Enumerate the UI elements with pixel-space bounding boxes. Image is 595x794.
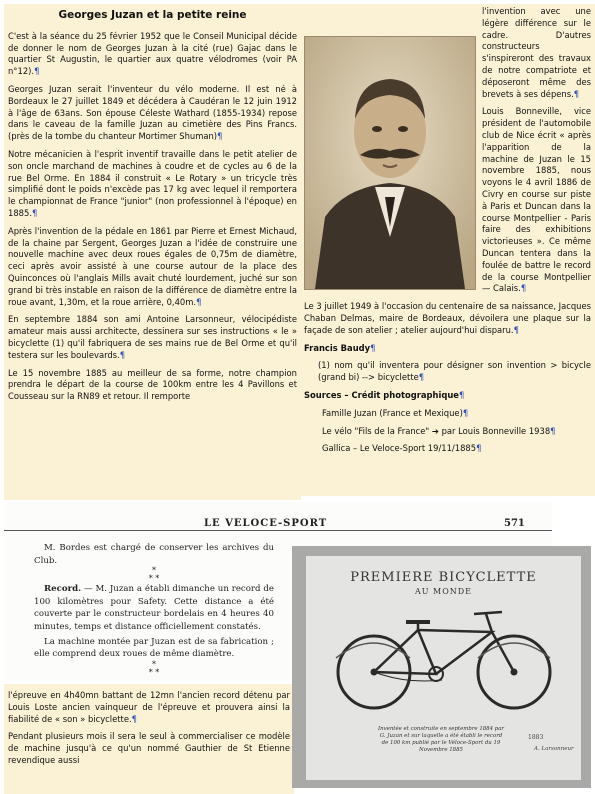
bicycle-poster-frame (292, 546, 591, 788)
paragraph: Louis Bonneville, vice président de l'automobile club de Nice écrit « après l'apparition de la machine de Juzan le 15 novembre 1885, nous voyons le 4 avril 1886 de Civry en course sur piste à Paris et Duncan dans la course Montpellier - Paris faire des exhibitions victorieuses ». Ce même Duncan tentera dans la foulée de battre le record de la course Montpellier — Calais.¶ (482, 106, 591, 294)
record-paragraph: Record. — M. Juzan a établi dimanche un record de 100 kilomètres pour Safety. Cette distance a été couverte par le constructeur bordelais en 4 heures 40 minutes, temps et distance officiellement constatés. (34, 584, 274, 632)
clipping-text (34, 542, 274, 677)
source-item: Famille Juzan (France et Mexique)¶ (322, 407, 469, 418)
machine-paragraph: La machine montée par Juzan est de sa fabrication ; elle comprend deux roues de même diamètre. (34, 636, 274, 660)
paragraph: Le 3 juillet 1949 à l'occasion du centenaire de sa naissance, Jacques Chaban Delmas, maire de Bordeaux, dévoilera une plaque sur la façade de son atelier ; atelier aujourd'hui disparu.¶ (304, 301, 591, 335)
source-item: Le vélo "Fils de la France" ➔ par Louis Bonneville 1938¶ (322, 425, 556, 436)
paragraph: l'invention avec une légère différence sur le cadre. D'autres constructeurs s'inspireront des travaux de notre compatriote et déposeront même des brevets à ses dépens.¶ (482, 6, 591, 99)
poster-caption: Inventée et construite en septembre 1884 par G. Juzan et sur laquelle a été établi le record de 100 km publié par le Véloce-Sport du 19 Novembre 1885 (377, 726, 504, 753)
paragraph: En septembre 1884 son ami Antoine Larsonneur, vélocipédiste amateur mais aussi architecte, dessinera sur ses instructions « le » bicyclette (1) qu'il fabriquera de ses mains rue de Bel Orme et qu'il testera sur les boulevards.¶ (8, 314, 297, 360)
paragraph: C'est à la séance du 25 février 1952 que le Conseil Municipal décide de donner le nom de Georges Juzan à la cité (rue) Gajac dans le quartier St Augustin, le quartier aux quatre vélodromes (voir PA n°12).¶ (8, 30, 297, 77)
paragraph: Notre mécanicien à l'esprit inventif travaille dans le petit atelier de son oncle marchand de machines à coudre et de cycles au 6 de la rue Bel Orme. En 1884 il construit « Le Rotary » un tricycle très simplifié dont le poids n'excède pas 17 kg avec lequel il remportera le championnat de France "junior" (non professionnel à l'époque) en 1885.¶ (8, 148, 297, 218)
paragraph: Pendant plusieurs mois il sera le seul à commercialiser ce modèle de machine jusqu'à ce qu'un nommé Gauthier de St Etienne revendique aussi (8, 731, 290, 765)
poster-date-mark: 1883 (528, 734, 544, 741)
poster-subtitle: AU MONDE (414, 587, 473, 596)
paragraph: Georges Juzan serait l'inventeur du vélo moderne. Il est né à Bordeaux le 27 juillet 1849 et décédera à Caudéran le 12 juin 1912 à l'âge de 63ans. Son épouse Céleste Wathard (1855-1934) repose dans le caveau de la famille Juzan au cimetière des Pins Francs. (près de la tombe du chanteur Mortimer Shuman)¶ (8, 83, 297, 142)
footnote: (1) nom qu'il inventera pour désigner son invention > bicycle (grand bi) --> bicyclette¶ (318, 360, 591, 383)
paragraph: Après l'invention de la pédale en 1861 par Pierre et Ernest Michaud, de la chaine par Sergent, Georges Juzan a l'idée de construire une nouvelle machine avec deux roues égales de 0,75m de diamètre, ceci après avoir assisté à une course autour de la place des Quinconces où l'anglais Mills avait chuté lourdement, juché sur son grand bi très instable en raison de la différence de diamètre entre la roue avant, 1,30m, et la roue arrière, 0,40m.¶ (8, 225, 297, 307)
masthead-rule (4, 530, 552, 531)
poster-title: PREMIERE BICYCLETTE (350, 570, 537, 585)
poster-signature: A. Larsonneur (534, 746, 574, 752)
clipping-line: M. Bordes est chargé de conserver les archives du Club. (34, 543, 274, 566)
masthead: LE VELOCE-SPORT (204, 518, 328, 529)
portrait-image (305, 37, 475, 289)
bottom-left-column (4, 684, 294, 794)
right-column (300, 4, 595, 496)
author: Francis Baudy¶ (304, 342, 376, 353)
portrait-photo (304, 36, 476, 290)
sources-heading: Sources – Crédit photographique¶ (304, 389, 465, 400)
source-item: Gallica – Le Veloce-Sport 19/11/1885¶ (322, 443, 482, 454)
bicycle-poster (306, 556, 581, 780)
paragraph: l'épreuve en 4h40mn battant de 12mn l'ancien record détenu par Louis Loste ancien vainqueur de l'épreuve et prouvera ainsi la fiabilité de « son » bicyclette.¶ (8, 690, 290, 724)
article-title: Georges Juzan et la petite reine (58, 9, 247, 21)
separator: * * * (148, 659, 160, 677)
bicycle-drawing (306, 600, 581, 720)
paragraph: Le 15 novembre 1885 au meilleur de sa forme, notre champion prendra le départ de la course de 100km entre les 4 Pavillons et Cousseau sur la RN89 et retour. Il remporte (8, 367, 297, 402)
separator: * * * (148, 566, 160, 584)
left-column (4, 4, 301, 500)
page-number: 571 (504, 518, 525, 529)
